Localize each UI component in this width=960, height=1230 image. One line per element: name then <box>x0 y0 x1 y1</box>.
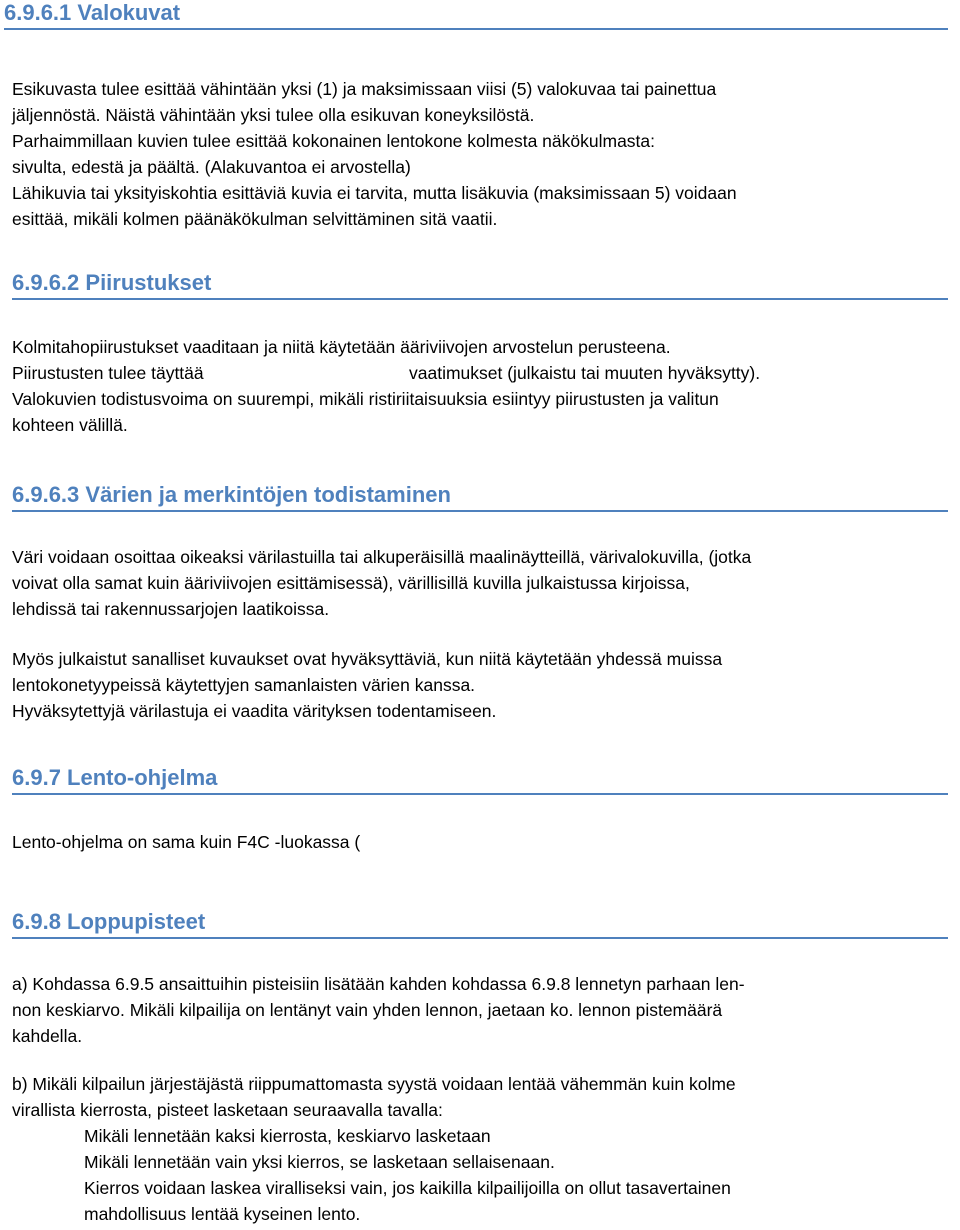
paragraph-varit-1 <box>12 544 940 622</box>
text-line: sivulta, edestä ja päältä. (Alakuvantoa ei arvostella) <box>12 157 411 177</box>
text-line: Parhaimmillaan kuvien tulee esittää kokonainen lentokone kolmesta näkökulmasta: <box>12 131 656 151</box>
paragraph-loppupisteet-b <box>12 1071 940 1227</box>
indented-line: mahdollisuus lentää kyseinen lento. <box>84 1204 361 1224</box>
text-line: lentokonetyypeissä käytettyjen samanlaisten värien kanssa. <box>12 675 476 695</box>
text-line: Hyväksytettyjä värilastuja ei vaadita värityksen todentamiseen. <box>12 701 497 721</box>
text-line: virallista kierrosta, pisteet lasketaan seuraavalla tavalla: <box>12 1100 443 1120</box>
paragraph-varit-2 <box>12 646 940 724</box>
paragraph-valokuvat <box>12 76 940 232</box>
heading-lento-ohjelma <box>12 765 948 795</box>
text-line: esittää, mikäli kolmen päänäkökulman selvittäminen sitä vaatii. <box>12 209 498 229</box>
heading-piirustukset <box>12 270 948 300</box>
paragraph-lento-ohjelma <box>12 829 940 855</box>
text-line: Lähikuvia tai yksityiskohtia esittäviä kuvia ei tarvita, mutta lisäkuvia (maksimissaan 5) voidaan <box>12 183 737 203</box>
text-fragment: Piirustusten tulee täyttää <box>12 363 204 383</box>
text-line: kahdella. <box>12 1026 83 1046</box>
text-line: voivat olla samat kuin ääriviivojen esittämisessä), värillisillä kuvilla julkaistussa kirjoissa, <box>12 573 690 593</box>
text-line: b) Mikäli kilpailun järjestäjästä riippumattomasta syystä voidaan lentää vähemmän kuin kolme <box>12 1074 736 1094</box>
text-line: Lento-ohjelma on sama kuin F4C -luokassa ( <box>12 832 361 852</box>
indented-line: Mikäli lennetään vain yksi kierros, se lasketaan sellaisenaan. <box>84 1152 555 1172</box>
text-line: Kolmitahopiirustukset vaaditaan ja niitä käytetään ääriviivojen arvostelun perusteena. <box>12 337 671 357</box>
heading-text: 6.9.6.1 Valokuvat <box>4 0 181 25</box>
heading-loppupisteet <box>12 909 948 939</box>
paragraph-piirustukset <box>12 334 940 438</box>
indented-line: Mikäli lennetään kaksi kierrosta, keskiarvo lasketaan <box>84 1126 491 1146</box>
text-line: lehdissä tai rakennussarjojen laatikoissa. <box>12 599 330 619</box>
text-line: Väri voidaan osoittaa oikeaksi värilastuilla tai alkuperäisillä maalinäytteillä, värivalokuvilla, (jotka <box>12 547 752 567</box>
paragraph-loppupisteet-a <box>12 971 940 1049</box>
indented-line: Kierros voidaan laskea viralliseksi vain, jos kaikilla kilpailijoilla on ollut tasavertainen <box>84 1178 731 1198</box>
heading-varien-todistaminen <box>12 482 948 512</box>
text-fragment: vaatimukset (julkaistu tai muuten hyväksytty). <box>409 363 761 383</box>
heading-text: 6.9.8 Loppupisteet <box>12 909 206 934</box>
heading-valokuvat <box>4 0 948 30</box>
text-line: Myös julkaistut sanalliset kuvaukset ovat hyväksyttäviä, kun niitä käytetään yhdessä muissa <box>12 649 723 669</box>
text-line: kohteen välillä. <box>12 415 128 435</box>
text-line-with-gap <box>12 360 940 386</box>
text-line: Valokuvien todistusvoima on suurempi, mikäli ristiriitaisuuksia esiintyy piirustusten ja valitun <box>12 389 719 409</box>
text-line: Esikuvasta tulee esittää vähintään yksi (1) ja maksimissaan viisi (5) valokuvaa tai painettua <box>12 79 717 99</box>
heading-text: 6.9.6.2 Piirustukset <box>12 270 212 295</box>
text-line: non keskiarvo. Mikäli kilpailija on lentänyt vain yhden lennon, jaetaan ko. lennon pistemäärä <box>12 1000 723 1020</box>
heading-text: 6.9.7 Lento-ohjelma <box>12 765 218 790</box>
text-line: a) Kohdassa 6.9.5 ansaittuihin pisteisiin lisätään kahden kohdassa 6.9.8 lennetyn parhaan len- <box>12 974 745 994</box>
text-line: jäljennöstä. Näistä vähintään yksi tulee olla esikuvan koneyksilöstä. <box>12 105 535 125</box>
heading-text: 6.9.6.3 Värien ja merkintöjen todistaminen <box>12 482 451 507</box>
